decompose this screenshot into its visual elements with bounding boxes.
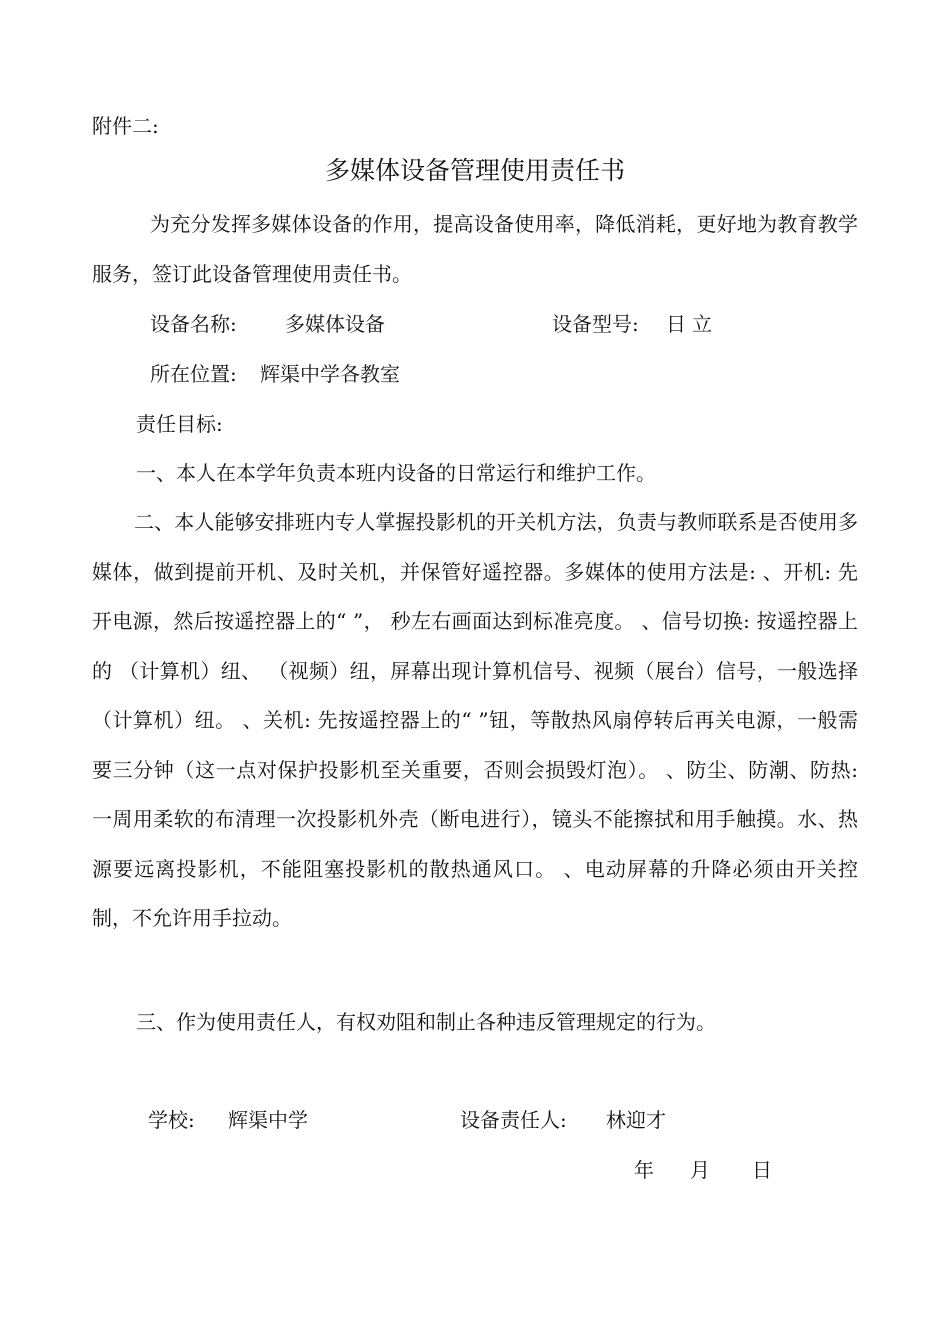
responsible-person-label: 设备责任人:: [460, 1108, 567, 1132]
school-label: 学校:: [148, 1108, 195, 1132]
school-value: 辉渠中学: [228, 1108, 308, 1132]
equipment-model-label: 设备型号:: [552, 312, 639, 336]
item-3: 三、作为使用责任人，有权劝阻和制止各种违反管理规定的行为。: [136, 1010, 716, 1034]
equipment-model-value: 日立: [666, 312, 718, 336]
intro-paragraph: 为充分发挥多媒体设备的作用，提高设备使用率，降低消耗，更好地为教育教学服务，签订此设备管理使用责任书。: [92, 212, 858, 286]
goal-heading: 责任目标:: [136, 412, 223, 436]
responsible-person-value: 林迎才: [606, 1108, 666, 1132]
location-value: 辉渠中学各教室: [260, 362, 400, 386]
equipment-name-value: 多媒体设备: [285, 312, 385, 336]
date-month-label: 月: [690, 1158, 710, 1182]
equipment-name-label: 设备名称:: [150, 312, 237, 336]
document-title: 多媒体设备管理使用责任书: [324, 156, 625, 185]
date-year-label: 年: [634, 1158, 654, 1182]
item-2: 二、本人能够安排班内专人掌握投影机的开关机方法，负责与教师联系是否使用多媒体，做到提前开机、及时关机，并保管好遥控器。多媒体的使用方法是: 、开机: 先开电源，然后按遥控器上的“ ”， 秒左右画面达到标准亮度。 、信号切换: 按遥控器上的 （计算机）纽、 （视频）纽，屏幕出现计算机信号、视频（展台）信号，一般选择 （计算机）纽。 、关机: 先按遥控器上的“ ”钮，等散热风扇停转后再关电源，一般需要三分钟（这一点对保护投影机至关重要，否则会损毁灯泡）。 、防尘、防潮、防热: 一周用柔软的布清理一次投影机外壳（断电进行），镜头不能擦拭和用手触摸。水、热源要远离投影机，不能阻塞投影机的散热通风口。 、电动屏幕的升降必须由开关控制，不允许用手拉动。: [92, 510, 858, 930]
date-day-label: 日: [752, 1158, 772, 1182]
attachment-label: 附件二:: [92, 114, 159, 138]
location-label: 所在位置:: [150, 362, 237, 386]
item-1: 一、本人在本学年负责本班内设备的日常运行和维护工作。: [136, 461, 656, 485]
